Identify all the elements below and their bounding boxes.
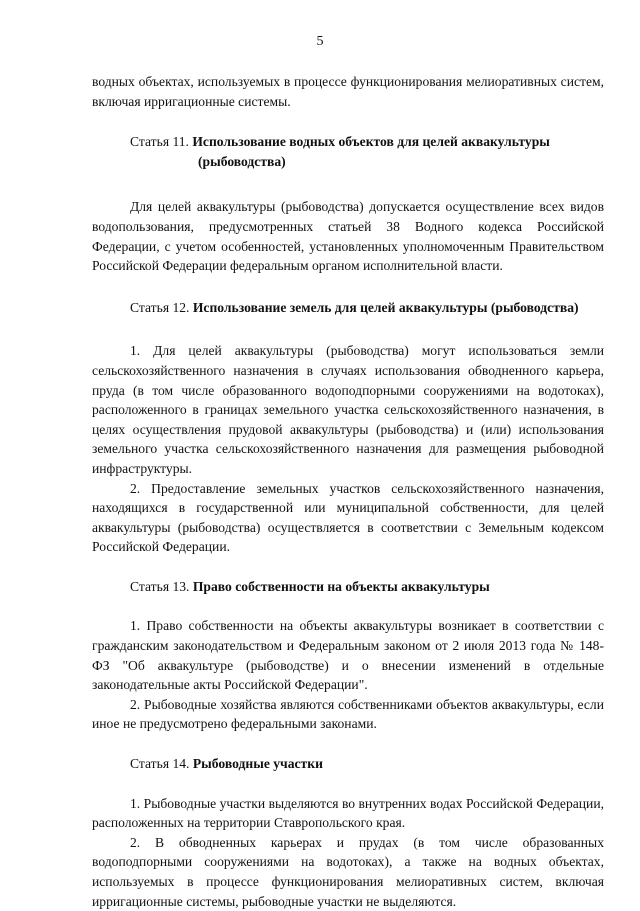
document-body (92, 72, 604, 911)
article-heading-12 (92, 298, 604, 318)
article-paragraph: 2. В обводненных карьерах и прудах (в том числе образованных водоподпорными сооружениями на водотоках), а также на водных объектах, используемых в процессе функционирования мелиоративных систем, включая ирригационные системы, рыбоводные участки не выделяются. (92, 834, 604, 909)
article-paragraph: 1. Право собственности на объекты аквакультуры возникает в соответствии с гражданским законодательством и Федеральным законом от 2 июля 2013 года № 148-ФЗ "Об аквакультуре (рыбоводстве) и о внесении изменений в отдельные законодательные акты Российской Федерации". (92, 618, 604, 693)
article-title: Право собственности на объекты аквакультуры (192, 578, 490, 594)
article-label: Статья 12. (130, 299, 193, 315)
article-heading-11 (92, 132, 604, 171)
article-title: Использование водных объектов для целей аквакультуры (рыбоводства) (192, 134, 550, 169)
article-heading-13 (92, 577, 604, 597)
article-paragraph: 2. Предоставление земельных участков сельскохозяйственного назначения, находящихся в государственной или муниципальной собственности, для целей аквакультуры (рыбоводства) осуществляется в соответствии с Земельным кодексом Российской Федерации. (92, 480, 604, 555)
article-title: Использование земель для целей аквакультуры (рыбоводства) (192, 299, 579, 315)
intro-paragraph: водных объектах, используемых в процессе функционирования мелиоративных систем, включая ирригационные системы. (92, 74, 604, 109)
page-number: 5 (316, 34, 324, 49)
article-heading-14 (92, 754, 604, 774)
article-label: Статья 13. (130, 578, 193, 594)
article-paragraph: 1. Для целей аквакультуры (рыбоводства) могут использоваться земли сельскохозяйственного назначения в случаях использования обводненного карьера, пруда (в том числе образованного водоподпорными сооружениями на водотоках), расположенного в границах земельного участка сельскохозяйственного назначения, в целях осуществления прудовой аквакультуры (рыбоводства) и (или) использования земельного участка сельскохозяйственного назначения для размещения рыбоводной инфраструктуры. (92, 343, 604, 476)
article-label: Статья 11. (130, 134, 193, 150)
article-label: Статья 14. (130, 756, 193, 772)
article-paragraph: 1. Рыбоводные участки выделяются во внутренних водах Российской Федерации, расположенных на территории Ставропольского края. (92, 795, 604, 831)
article-title: Рыбоводные участки (192, 756, 323, 772)
article-paragraph: Для целей аквакультуры (рыбоводства) допускается осуществление всех видов водопользования, предусмотренных статьей 38 Водного кодекса Российской Федерации, с учетом особенностей, установленных уполномоченным Правительством Российской Федерации федеральным органом исполнительной власти. (92, 199, 604, 274)
article-paragraph: 2. Рыбоводные хозяйства являются собственниками объектов аквакультуры, если иное не предусмотрено федеральными законами. (92, 696, 604, 732)
